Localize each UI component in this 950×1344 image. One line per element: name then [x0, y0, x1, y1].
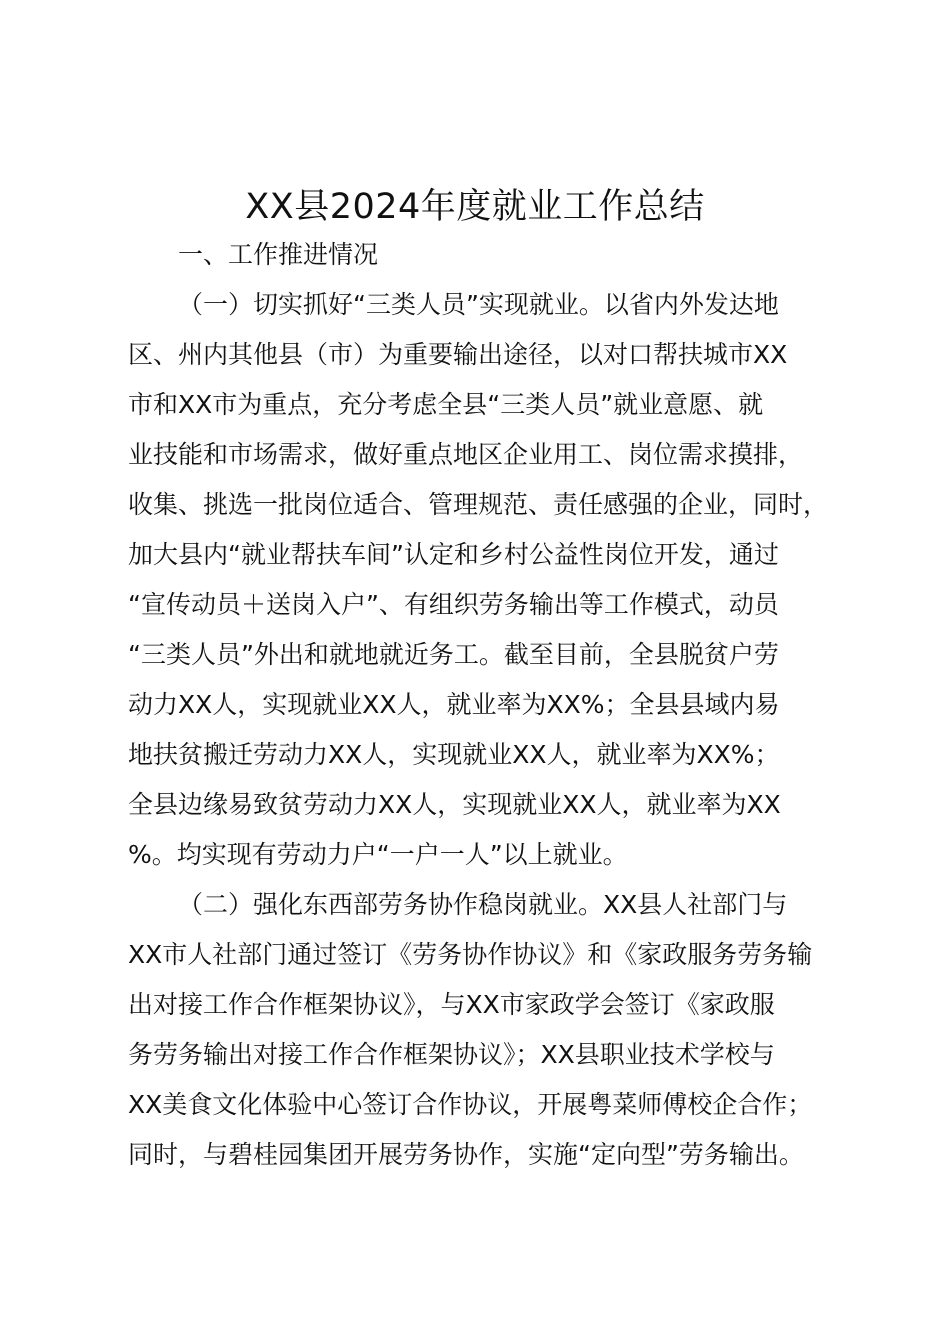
- paragraph-line: 全县边缘易致贫劳动力XX人，实现就业XX人，就业率为XX: [128, 790, 781, 819]
- paragraph-line: XX美食文化体验中心签订合作协议，开展粤菜师傅校企合作；: [128, 1090, 813, 1119]
- paragraph-line: （一）切实抓好“三类人员”实现就业。以省内外发达地: [178, 290, 779, 319]
- document-title: XX县2024年度就业工作总结: [245, 187, 705, 227]
- paragraph-line: 加大县内“就业帮扶车间”认定和乡村公益性岗位开发，通过: [128, 540, 779, 569]
- paragraph-line: （二）强化东西部劳务协作稳岗就业。XX县人社部门与: [178, 890, 788, 919]
- paragraph-line: %。均实现有劳动力户“一户一人”以上就业。: [128, 840, 628, 869]
- paragraph-line: XX市人社部门通过签订《劳务协作协议》和《家政服务劳务输: [128, 940, 813, 969]
- paragraph-line: 业技能和市场需求，做好重点地区企业用工、岗位需求摸排，: [128, 440, 804, 469]
- paragraph-line: 市和XX市为重点，充分考虑全县“三类人员”就业意愿、就: [128, 390, 764, 419]
- paragraph-line: “三类人员”外出和就地就近务工。截至目前，全县脱贫户劳: [128, 640, 779, 669]
- paragraph-line: 同时，与碧桂园集团开展劳务协作，实施“定向型”劳务输出。: [128, 1140, 804, 1169]
- paragraph-line: 动力XX人，实现就业XX人，就业率为XX%；全县县域内易: [128, 690, 780, 719]
- paragraph-line: 收集、挑选一批岗位适合、管理规范、责任感强的企业，同时，: [128, 490, 829, 519]
- paragraph-line: 地扶贫搬迁劳动力XX人，实现就业XX人，就业率为XX%；: [128, 740, 780, 769]
- paragraph-line: 出对接工作合作框架协议》，与XX市家政学会签订《家政服: [128, 990, 775, 1019]
- paragraph-line: “宣传动员＋送岗入户”、有组织劳务输出等工作模式，动员: [128, 590, 779, 619]
- paragraph-line: 区、州内其他县（市）为重要输出途径，以对口帮扶城市XX: [128, 340, 788, 369]
- paragraph-line: 务劳务输出对接工作合作框架协议》；XX县职业技术学校与: [128, 1040, 775, 1069]
- section-heading: 一、工作推进情况: [178, 240, 379, 269]
